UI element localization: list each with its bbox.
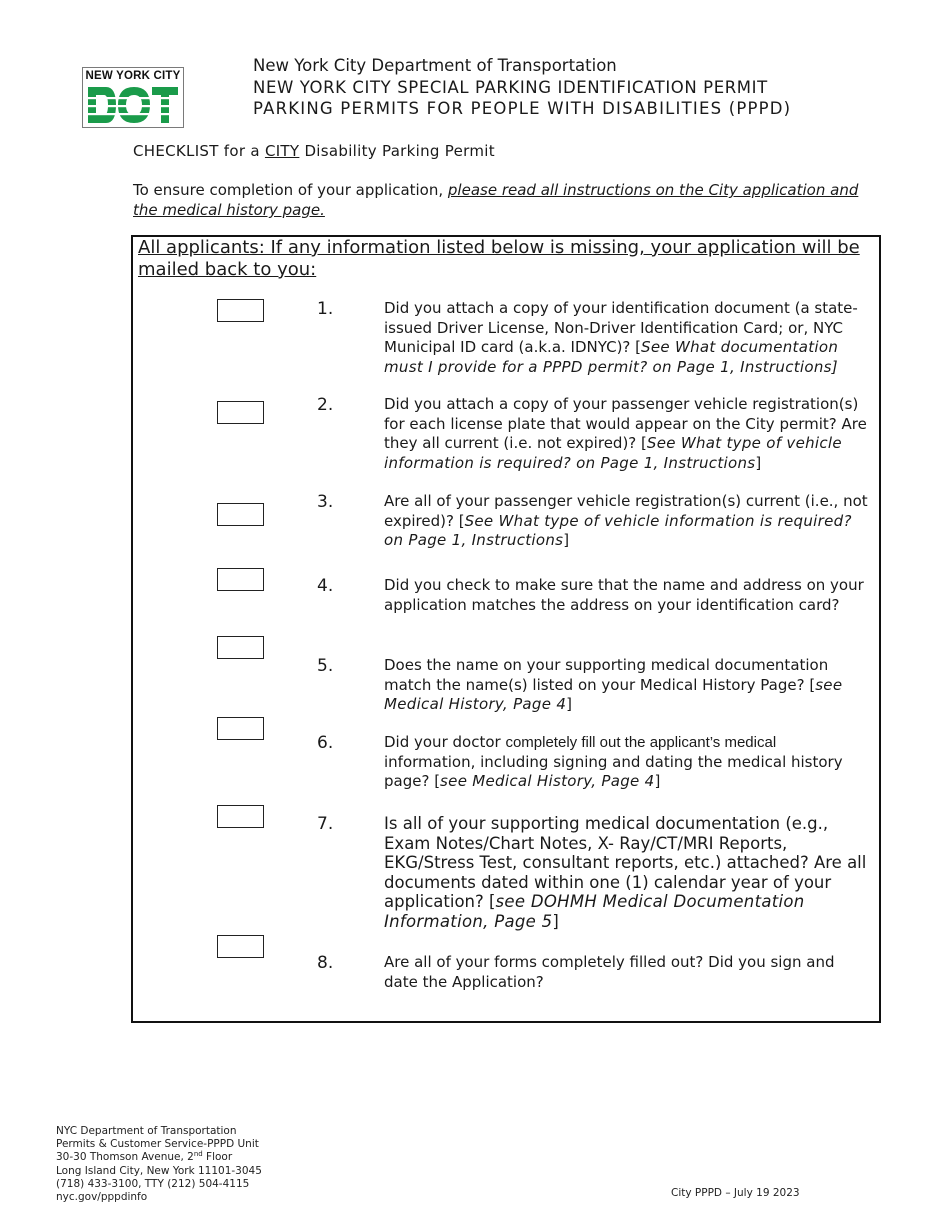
item-8-checkbox[interactable]	[217, 935, 264, 958]
logo-top-text: NEW YORK CITY	[85, 70, 181, 82]
item-4-number: 4.	[317, 576, 334, 596]
item-5-checkbox[interactable]	[217, 636, 264, 659]
item-1-number: 1.	[317, 299, 334, 319]
footer-line-2: Permits & Customer Service-PPPD Unit	[56, 1138, 259, 1151]
nyc-dot-logo	[82, 67, 184, 128]
item-1-checkbox[interactable]	[217, 299, 264, 322]
item-8-text: Are all of your forms completely filled out? Did you sign and date the Application?	[384, 953, 835, 991]
footer-line-4: Long Island City, New York 11101-3045	[56, 1164, 262, 1177]
item-3-checkbox[interactable]	[217, 503, 264, 526]
intro-text: To ensure completion of your application, please read all instructions on the City application and the medical history page.	[133, 181, 859, 219]
department-name: New York City Department of Transportation	[253, 56, 617, 75]
item-7-number: 7.	[317, 814, 334, 834]
item-3-number: 3.	[317, 492, 334, 512]
item-3-text: Are all of your passenger vehicle registration(s) current (i.e., not expired)? [See What type of vehicle information is required? on Page 1, Instructions]	[384, 492, 868, 550]
item-5-number: 5.	[317, 656, 334, 676]
revision-date: City PPPD – July 19 2023	[671, 1187, 800, 1199]
item-2-checkbox[interactable]	[217, 401, 264, 424]
dot-logo-mark-icon	[86, 85, 180, 125]
permit-subtitle: PARKING PERMITS FOR PEOPLE WITH DISABILITIES (PPPD)	[253, 99, 792, 118]
item-4-text: Did you check to make sure that the name and address on your application matches the address on your identification card?	[384, 576, 864, 614]
item-7-text: Is all of your supporting medical documentation (e.g., Exam Notes/Chart Notes, X- Ray/CT/MRI Reports, EKG/Stress Test, consultant reports, etc.) attached? Are all documents dated within one (1) calendar year of your application? [see DOHMH Medical Documentation Information, Page 5]	[384, 814, 867, 931]
item-2-text: Did you attach a copy of your passenger vehicle registration(s) for each license plate that would appear on the City permit? Are they all current (i.e. not expired)? [See What type of vehicle information is required? on Page 1, Instructions]	[384, 395, 867, 472]
item-8-number: 8.	[317, 953, 334, 973]
footer-line-1: NYC Department of Transportation	[56, 1125, 237, 1137]
item-2-number: 2.	[317, 395, 334, 415]
footer-address	[56, 1125, 262, 1204]
checklist-box-heading: All applicants: If any information listed below is missing, your application will be mailed back to you:	[138, 237, 860, 280]
checklist-title: CHECKLIST for a CITY Disability Parking Permit	[133, 142, 495, 160]
item-5-text: Does the name on your supporting medical documentation match the name(s) listed on your Medical History Page? [see Medical History, Page 4]	[384, 656, 843, 714]
item-6-number: 6.	[317, 733, 334, 753]
item-7-checkbox[interactable]	[217, 805, 264, 828]
item-6-checkbox[interactable]	[217, 717, 264, 740]
footer-line-5: (718) 433-3100, TTY (212) 504-4115	[56, 1177, 250, 1190]
item-1-text: Did you attach a copy of your identification document (a state-issued Driver License, Non-Driver Identification Card; or, NYC Municipal ID card (a.k.a. IDNYC)? [See What documentation must I provide for a PPPD permit? on Page 1, Instructions]	[384, 299, 858, 376]
item-4-checkbox[interactable]	[217, 568, 264, 591]
item-6-text: Did your doctor completely fill out the applicant’s medical information, including signing and dating the medical history page? [see Medical History, Page 4]	[384, 733, 843, 791]
footer-line-3: 30-30 Thomson Avenue, 2nd Floor	[56, 1150, 233, 1164]
footer-website-link[interactable]: nyc.gov/pppdinfo	[56, 1191, 148, 1204]
permit-title: NEW YORK CITY SPECIAL PARKING IDENTIFICATION PERMIT	[253, 78, 768, 97]
